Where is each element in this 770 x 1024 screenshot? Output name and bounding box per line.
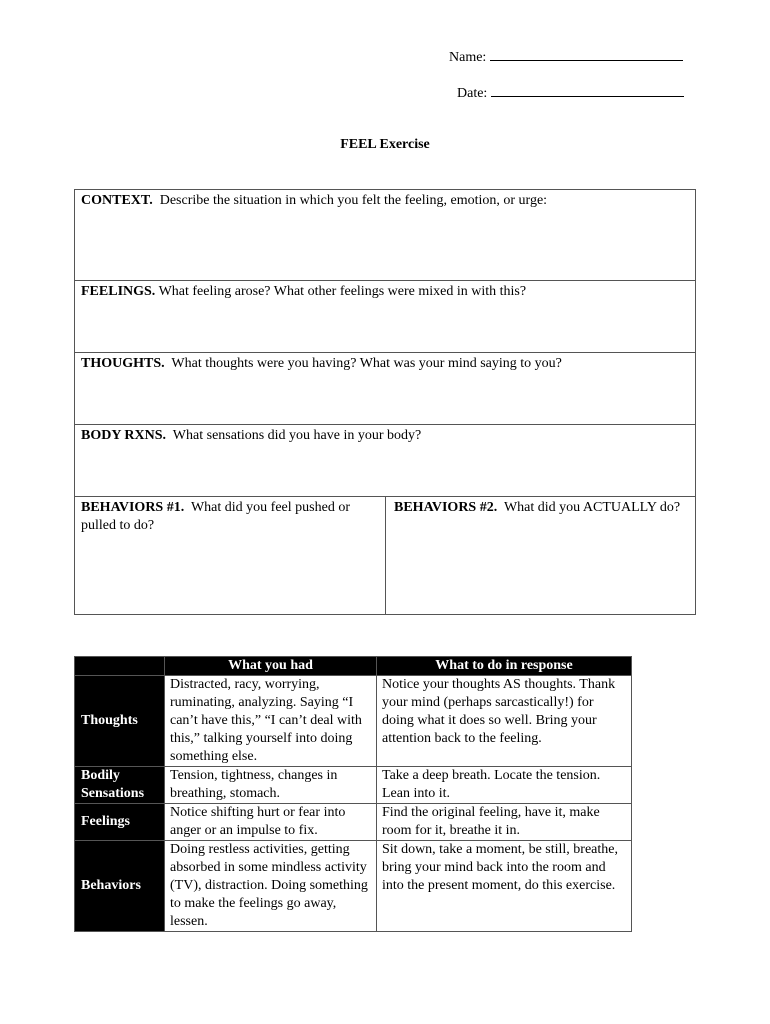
- cell-response-thoughts: Notice your thoughts AS thoughts. Thank your mind (perhaps sarcastically!) for doing what it does so well. Bring your attention back to the feeling.: [377, 676, 632, 767]
- cell-response-behaviors: Sit down, take a moment, be still, breathe, bring your mind back into the room and into the present moment, do this exercise.: [377, 841, 632, 932]
- date-line: [457, 83, 684, 102]
- name-label: Name:: [449, 50, 487, 65]
- behaviors-row: [75, 497, 695, 614]
- row-label-behaviors: Behaviors: [75, 841, 165, 932]
- name-field[interactable]: [490, 47, 683, 61]
- date-label: Date:: [457, 86, 488, 101]
- behaviors2-box[interactable]: [386, 497, 695, 614]
- row-label-feelings: Feelings: [75, 804, 165, 841]
- row-label-bodily-sensations: Bodily Sensations: [75, 767, 165, 804]
- context-prompt: Describe the situation in which you felt the feeling, emotion, or urge:: [159, 193, 548, 208]
- table-row: [75, 841, 632, 932]
- cell-had-feelings: Notice shifting hurt or fear into anger or an impulse to fix.: [165, 804, 377, 841]
- feel-form: [74, 189, 696, 615]
- cell-had-behaviors: Doing restless activities, getting absorbed in some mindless activity (TV), distraction. Doing something to make the feelings go away, lessen.: [165, 841, 377, 932]
- thoughts-box[interactable]: [75, 353, 695, 425]
- thoughts-label: THOUGHTS.: [81, 356, 165, 371]
- cell-had-bodily-sensations: Tension, tightness, changes in breathing, stomach.: [165, 767, 377, 804]
- feelings-box[interactable]: [75, 281, 695, 353]
- row-label-thoughts: Thoughts: [75, 676, 165, 767]
- date-field[interactable]: [491, 83, 684, 97]
- table-header-response: What to do in response: [377, 657, 632, 676]
- feelings-prompt: What feeling arose? What other feelings were mixed in with this?: [158, 284, 527, 299]
- table-header-row: [75, 657, 632, 676]
- context-box[interactable]: [75, 190, 695, 281]
- body-label: BODY RXNS.: [81, 428, 167, 443]
- behaviors2-label: BEHAVIORS #2.: [394, 500, 498, 515]
- thoughts-prompt: What thoughts were you having? What was your mind saying to you?: [171, 356, 562, 371]
- table-row: [75, 804, 632, 841]
- behaviors1-label: BEHAVIORS #1.: [81, 500, 185, 515]
- context-label: CONTEXT.: [81, 193, 153, 208]
- name-line: [449, 47, 683, 66]
- cell-response-feelings: Find the original feeling, have it, make room for it, breathe it in.: [377, 804, 632, 841]
- behaviors1-prompt: What did you feel pushed or pulled to do?: [81, 500, 350, 533]
- body-box[interactable]: [75, 425, 695, 497]
- cell-response-bodily-sensations: Take a deep breath. Locate the tension. Lean into it.: [377, 767, 632, 804]
- table-row: [75, 767, 632, 804]
- table-row: [75, 676, 632, 767]
- behaviors1-box[interactable]: [75, 497, 386, 614]
- cell-had-thoughts: Distracted, racy, worrying, ruminating, analyzing. Saying “I can’t have this,” “I can’t deal with this,” talking yourself into doing something else.: [165, 676, 377, 767]
- body-prompt: What sensations did you have in your body?: [172, 428, 422, 443]
- feelings-label: FEELINGS.: [81, 284, 156, 299]
- behaviors2-prompt: What did you ACTUALLY do?: [503, 500, 681, 515]
- reference-table: [74, 656, 632, 932]
- table-header-corner: [75, 657, 165, 676]
- page-title: FEEL Exercise: [340, 137, 430, 152]
- table-header-had: What you had: [165, 657, 377, 676]
